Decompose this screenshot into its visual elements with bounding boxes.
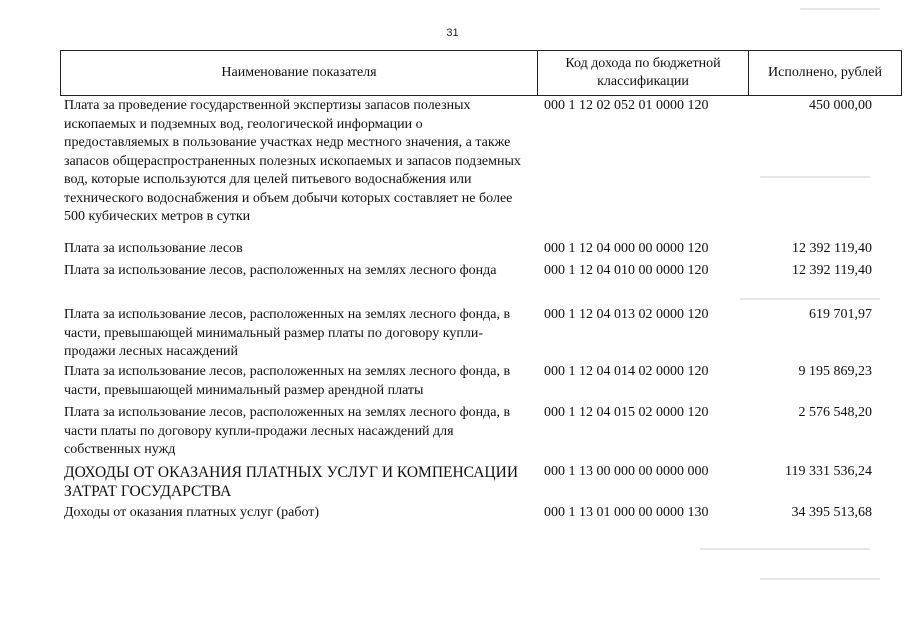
- row-name: Плата за использование лесов: [64, 241, 243, 256]
- row-name: Плата за проведение государственной экспертизы запасов полезных ископаемых и подземных вод, геологической информации о предоставляемых в пользование участках недр местного значения, а также запасов общераспространенных полезных ископаемых и запасов подземных вод, которые используются для целей питьевого водоснабжения или технического водоснабжения и объем добычи которых составляет не более 500 кубических метров в сутки: [64, 98, 521, 224]
- row-code: 000 1 12 04 013 02 0000 120: [544, 307, 709, 322]
- row-code: 000 1 12 04 010 00 0000 120: [544, 263, 709, 278]
- row-name: Плата за использование лесов, расположенных на землях лесного фонда, в части, превышающей минимальный размер платы по договору купли-продажи лесных насаждений: [64, 307, 511, 359]
- row-amount: 12 392 119,40: [792, 241, 872, 256]
- row-code: 000 1 12 04 015 02 0000 120: [544, 405, 709, 420]
- row-name: Плата за использование лесов, расположенных на землях лесного фонда: [64, 263, 497, 278]
- row-name: ДОХОДЫ ОТ ОКАЗАНИЯ ПЛАТНЫХ УСЛУГ И КОМПЕНСАЦИИ ЗАТРАТ ГОСУДАРСТВА: [64, 464, 519, 500]
- row-amount: 2 576 548,20: [798, 405, 872, 420]
- row-amount: 619 701,97: [809, 307, 872, 322]
- row-name: Плата за использование лесов, расположенных на землях лесного фонда, в части платы по договору купли-продажи лесных насаждений для собственных нужд: [64, 405, 511, 457]
- row-code: 000 1 13 01 000 00 0000 130: [544, 505, 709, 520]
- row-name: Доходы от оказания платных услуг (работ): [64, 505, 320, 520]
- header-amount: Исполнено, рублей: [749, 51, 902, 96]
- header-name: Наименование показателя: [61, 51, 538, 96]
- scan-noise: [760, 578, 880, 580]
- scan-noise: [760, 176, 870, 178]
- scan-noise: [800, 8, 880, 10]
- header-code: Код дохода по бюджетной классификации: [538, 51, 749, 96]
- row-amount: 119 331 536,24: [785, 464, 872, 479]
- row-amount: 12 392 119,40: [792, 263, 872, 278]
- row-name: Плата за использование лесов, расположенных на землях лесного фонда, в части, превышающей минимальный размер арендной платы: [64, 364, 511, 398]
- row-code: 000 1 12 04 014 02 0000 120: [544, 364, 709, 379]
- row-amount: 450 000,00: [809, 98, 872, 113]
- row-amount: 34 395 513,68: [791, 505, 872, 520]
- scan-noise: [740, 298, 880, 300]
- row-code: 000 1 13 00 000 00 0000 000: [544, 464, 709, 479]
- page-number: 31: [446, 27, 459, 39]
- scan-noise: [700, 548, 870, 550]
- row-amount: 9 195 869,23: [798, 364, 872, 379]
- table-header: [60, 50, 902, 96]
- row-code: 000 1 12 02 052 01 0000 120: [544, 98, 709, 113]
- row-code: 000 1 12 04 000 00 0000 120: [544, 241, 709, 256]
